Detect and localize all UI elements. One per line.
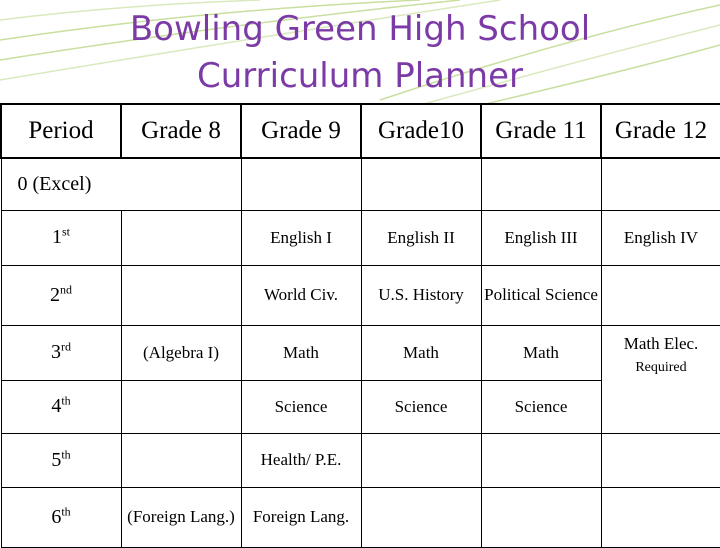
page-title bbox=[0, 6, 720, 100]
curriculum-table bbox=[0, 103, 720, 548]
math-elective-label: Math Elec. bbox=[602, 332, 720, 356]
period-cell: 4th bbox=[1, 380, 121, 433]
table-cell bbox=[361, 433, 481, 487]
title-line-1: Bowling Green High School bbox=[0, 6, 720, 53]
table-cell: U.S. History bbox=[361, 265, 481, 325]
table-row bbox=[1, 265, 720, 325]
table-cell: Science bbox=[481, 380, 601, 433]
table-cell: Health/ P.E. bbox=[241, 433, 361, 487]
table-cell: (Algebra I) bbox=[121, 325, 241, 380]
header-grade-8: Grade 8 bbox=[121, 104, 241, 158]
period-cell: 6th bbox=[1, 487, 121, 547]
table-cell bbox=[241, 158, 361, 210]
period-cell bbox=[1, 158, 241, 210]
table-cell: (Foreign Lang.) bbox=[121, 487, 241, 547]
period-cell: 5th bbox=[1, 433, 121, 487]
period-cell: 1st bbox=[1, 210, 121, 265]
table-cell bbox=[601, 158, 720, 210]
table-cell: English II bbox=[361, 210, 481, 265]
header-grade-12: Grade 12 bbox=[601, 104, 720, 158]
table-cell bbox=[361, 487, 481, 547]
table-row bbox=[1, 210, 720, 265]
title-line-2: Curriculum Planner bbox=[0, 53, 720, 100]
table-cell: Political Science bbox=[481, 265, 601, 325]
table-cell bbox=[121, 380, 241, 433]
table-cell: Science bbox=[361, 380, 481, 433]
period-label: 0 (Excel) bbox=[18, 173, 92, 195]
table-cell: English I bbox=[241, 210, 361, 265]
table-cell bbox=[481, 158, 601, 210]
table-row bbox=[1, 487, 720, 547]
table-cell bbox=[481, 433, 601, 487]
table-row bbox=[1, 325, 720, 380]
table-cell: Science bbox=[241, 380, 361, 433]
header-grade-10: Grade10 bbox=[361, 104, 481, 158]
table-cell bbox=[601, 265, 720, 325]
header-grade-11: Grade 11 bbox=[481, 104, 601, 158]
table-row bbox=[1, 158, 720, 210]
table-cell bbox=[601, 487, 720, 547]
table-cell: World Civ. bbox=[241, 265, 361, 325]
table-cell: Math bbox=[361, 325, 481, 380]
period-cell: 3rd bbox=[1, 325, 121, 380]
table-cell: English IV bbox=[601, 210, 720, 265]
math-elective-cell bbox=[601, 325, 720, 433]
table-cell: English III bbox=[481, 210, 601, 265]
header-grade-9: Grade 9 bbox=[241, 104, 361, 158]
table-cell bbox=[121, 265, 241, 325]
table-cell: Math bbox=[241, 325, 361, 380]
table-cell: Math bbox=[481, 325, 601, 380]
header-row bbox=[1, 104, 720, 158]
math-elective-note: Required bbox=[602, 356, 720, 380]
table-cell bbox=[481, 487, 601, 547]
table-cell: Foreign Lang. bbox=[241, 487, 361, 547]
table-cell bbox=[361, 158, 481, 210]
table-cell bbox=[121, 210, 241, 265]
table-row bbox=[1, 433, 720, 487]
table-cell bbox=[121, 433, 241, 487]
header-period: Period bbox=[1, 104, 121, 158]
period-cell: 2nd bbox=[1, 265, 121, 325]
table-cell bbox=[601, 433, 720, 487]
